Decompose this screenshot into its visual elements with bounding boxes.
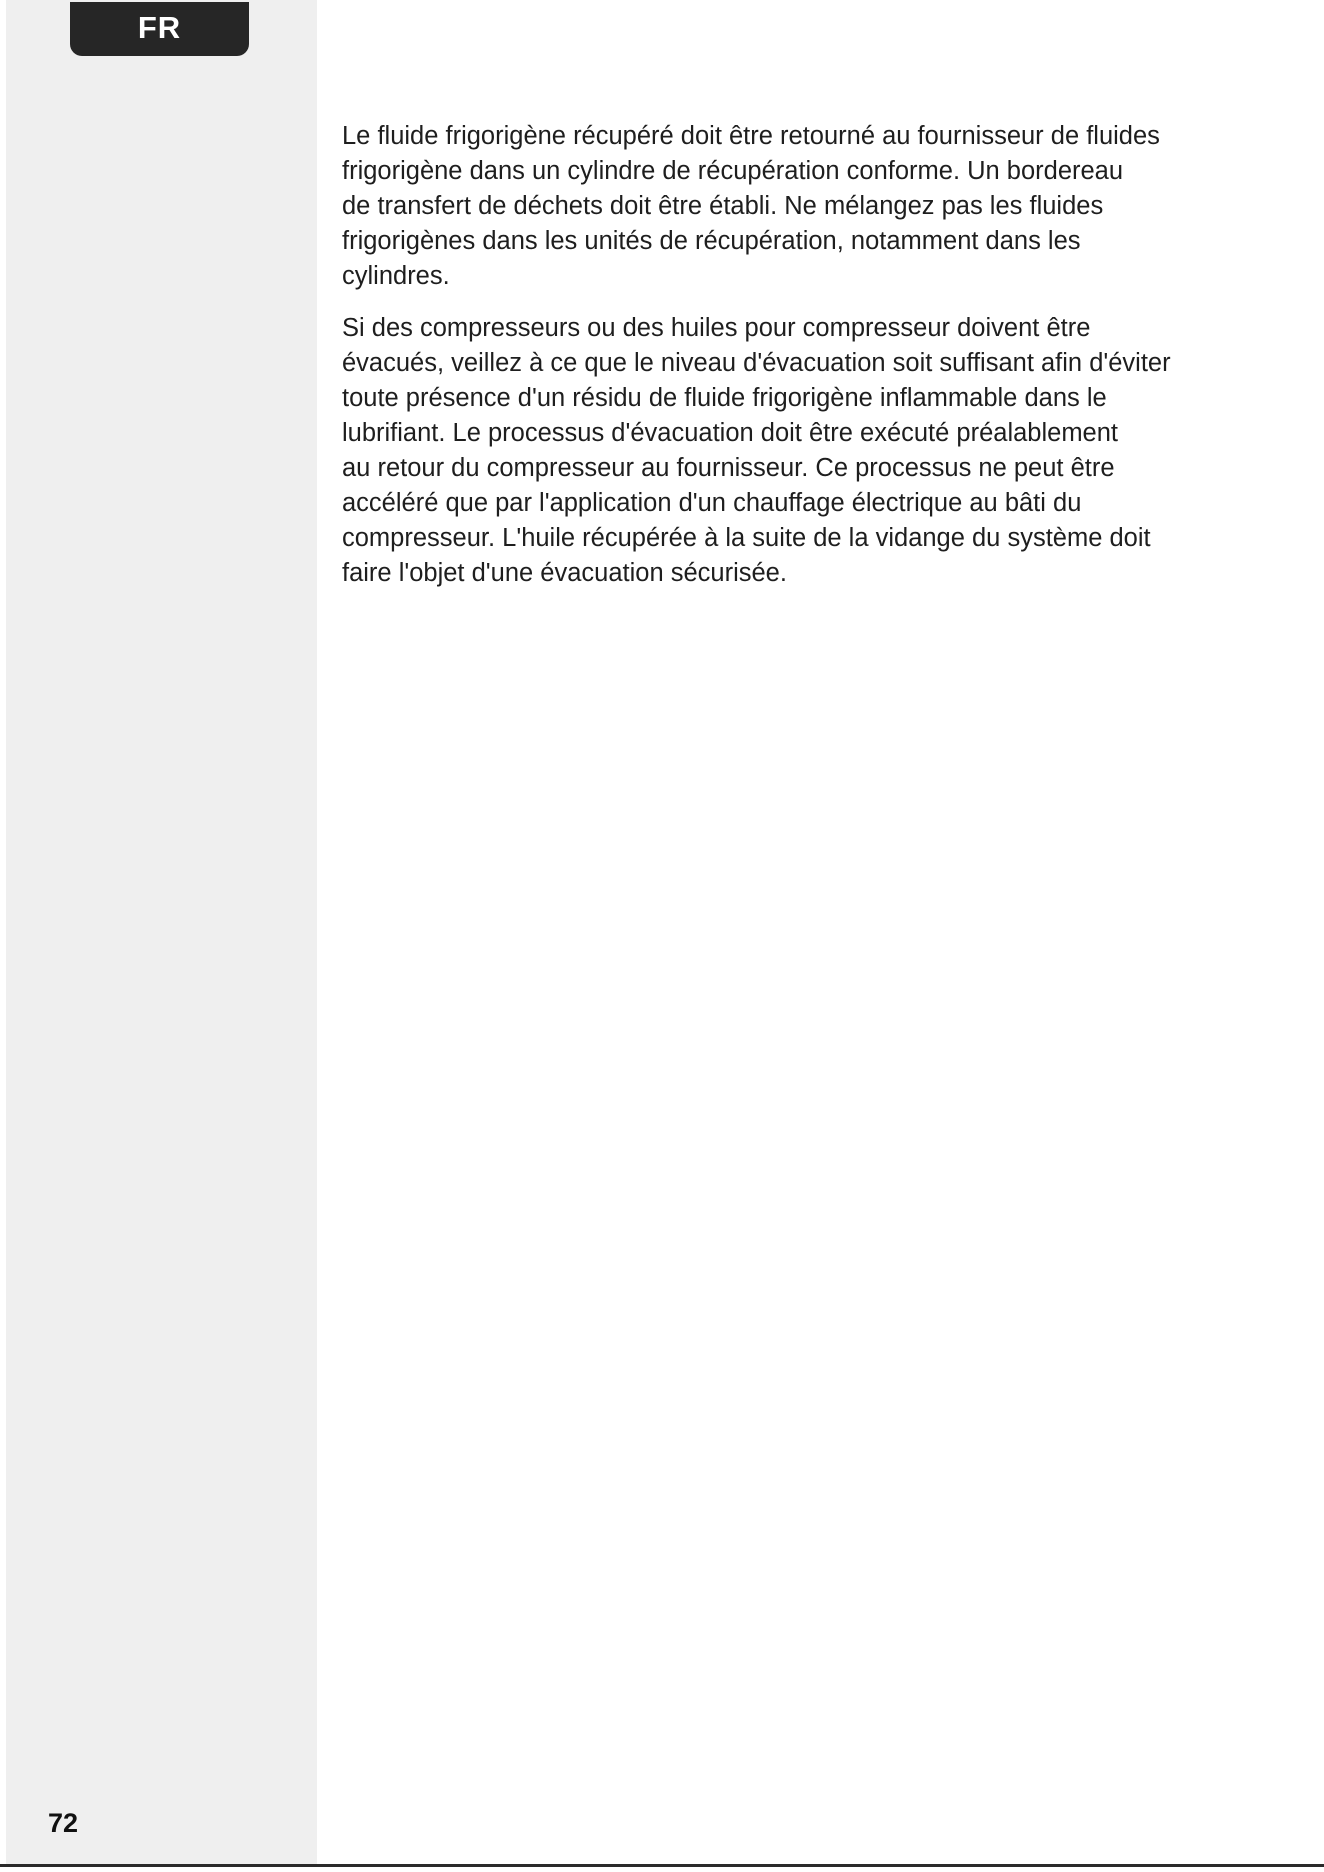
text-line: au retour du compresseur au fournisseur. Ce processus ne peut être [342, 454, 1115, 482]
text-line: toute présence d'un résidu de fluide frigorigène inflammable dans le [342, 384, 1107, 412]
text-line: Si des compresseurs ou des huiles pour compresseur doivent être [342, 314, 1091, 342]
text-line: frigorigène dans un cylindre de récupération conforme. Un bordereau [342, 157, 1124, 185]
paragraph-refrigerant-return [342, 119, 1242, 294]
text-line: évacués, veillez à ce que le niveau d'évacuation soit suffisant afin d'éviter [342, 349, 1171, 377]
text-line: compresseur. L'huile récupérée à la suite de la vidange du système doit [342, 524, 1151, 552]
paragraph-compressor-evacuation [342, 311, 1242, 591]
language-tab: FR [70, 2, 249, 56]
bottom-divider [0, 1864, 1324, 1867]
text-line: Le fluide frigorigène récupéré doit être retourné au fournisseur de fluides [342, 122, 1160, 150]
text-line: de transfert de déchets doit être établi. Ne mélangez pas les fluides [342, 192, 1104, 220]
main-text [342, 119, 1242, 608]
text-line: faire l'objet d'une évacuation sécurisée. [342, 559, 787, 587]
text-line: accéléré que par l'application d'un chauffage électrique au bâti du [342, 489, 1082, 517]
text-line: lubrifiant. Le processus d'évacuation doit être exécuté préalablement [342, 419, 1119, 447]
page-margin-band [6, 0, 317, 1864]
text-line: cylindres. [342, 262, 450, 290]
text-line: frigorigènes dans les unités de récupération, notamment dans les [342, 227, 1081, 255]
page-number: 72 [48, 1808, 79, 1838]
